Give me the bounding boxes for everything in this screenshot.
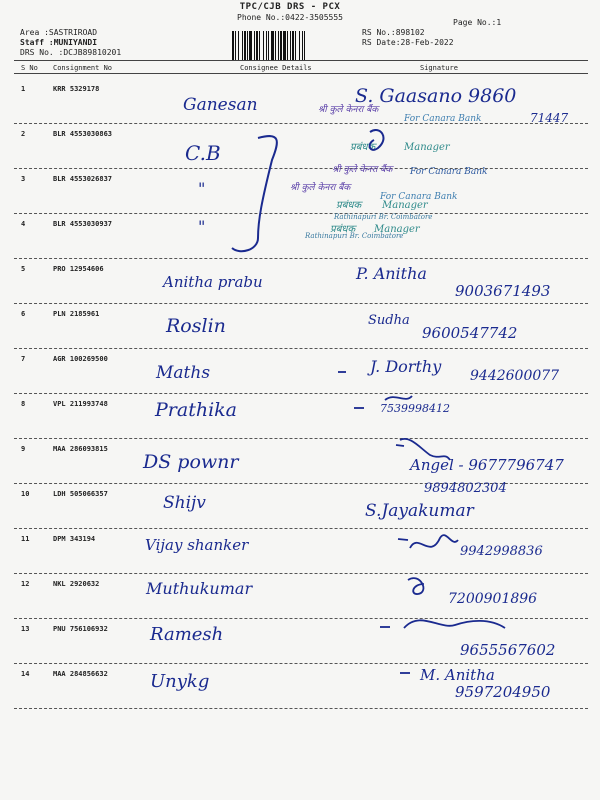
hw-brace-stroke [232,136,277,251]
row-sno: 7 [21,355,26,363]
barcode-bar [292,31,294,61]
barcode-bar [295,31,296,61]
barcode-bar [266,31,267,61]
barcode-bar [290,31,291,61]
row-sno: 12 [21,580,30,588]
barcode-bar [271,31,274,61]
barcode-bar [268,31,269,61]
row-consignment-no: BLR 4553026837 [53,175,113,183]
row-consignment-no: VPL 211993748 [53,400,108,408]
row-consignment-no: BLR 4553030937 [53,220,113,228]
row-separator [14,483,588,484]
row-consignment-no: PLN 2185961 [53,310,100,318]
phone-number: Phone No.:0422-3505555 [237,13,343,22]
hw-r14-sign: M. Anitha [420,666,495,684]
hw-r5-phone: 9003671493 [455,282,551,300]
row-separator [14,573,588,574]
barcode-bar [287,31,288,61]
barcode-bar [280,31,282,61]
row-separator [14,618,588,619]
barcode-bar [256,31,258,61]
hw-r3-name: " [198,179,206,198]
table-row [0,445,600,453]
stamp-manager-hi-1: प्रबंधक [350,142,376,153]
row-sno: 6 [21,310,26,318]
row-sno: 10 [21,490,30,498]
table-row [0,400,600,408]
stamp-for-bank-2: For Canara Bank [410,167,488,177]
row-consignment-no: MAA 284856632 [53,670,108,678]
barcode-bar [283,31,286,61]
table-row [0,220,600,228]
barcode-bar [275,31,276,61]
staff-label: Staff :MUNIYANDI [20,38,98,47]
header-right [362,28,454,48]
stamp-manager-1: Manager [404,142,450,153]
hw-r14-name: Unykg [150,671,210,692]
hw-r8-name: Prathika [155,399,237,421]
row-separator [14,213,588,214]
col-head-sno: S No [21,64,38,72]
hw-r13-name: Ramesh [150,624,224,645]
row-separator [14,708,588,709]
page-number: Page No.:1 [453,18,502,27]
header-rule-top [14,60,588,61]
row-consignment-no: AGR 100269500 [53,355,108,363]
hw-r7-sign: J. Dorthy [370,357,442,376]
hw-r11-phone: 9942998836 [460,544,543,559]
table-row [0,265,600,273]
hw-r5-sign: P. Anitha [356,264,427,283]
col-head-consignee: Consignee Details [240,64,312,72]
row-sno: 13 [21,625,30,633]
hw-r11-name: Vijay shanker [145,536,249,554]
row-separator [14,303,588,304]
hw-r10-name: Shijv [163,493,206,513]
row-consignment-no: LDH 505066357 [53,490,108,498]
table-row [0,310,600,318]
row-consignment-no: DPM 343194 [53,535,96,543]
header-center [200,2,380,22]
hw-r12-phone: 7200901896 [448,591,538,607]
stamp-bank-hindi-2: श्री कुले केनरा बैंक [332,165,393,175]
hw-r14-phone: 9597204950 [455,683,551,701]
row-consignment-no: MAA 286093815 [53,445,108,453]
hw-r10-sign: S.Jayakumar [365,501,474,521]
barcode-image [232,31,350,61]
stamp-bank-hindi-1: श्री कुले केनरा बैंक [318,105,379,115]
rs-number: RS No.:898102 [362,28,425,37]
table-row [0,490,600,498]
stamp-manager-2: Manager [382,200,428,211]
row-sno: 1 [21,85,26,93]
row-sno: 9 [21,445,26,453]
hw-r6-sign: Sudha [368,313,410,328]
row-separator [14,393,588,394]
barcode-bar [278,31,279,61]
barcode-bar [249,31,252,61]
stamp-for-bank-3: For Canara Bank [380,192,458,202]
stamp-manager-hi-3: प्रबंधक [330,224,356,235]
barcode-bar [299,31,300,61]
barcode-bar [235,31,236,61]
barcode-bar [259,31,260,61]
hw-r8-phone: 7539998412 [380,402,450,415]
document-title: TPC/CJB DRS - PCX [239,2,341,12]
row-separator [14,348,588,349]
hw-r9-sign: Angel - 9677796747 [410,456,564,474]
row-separator [14,663,588,664]
col-head-signature: Signature [420,64,458,72]
rs-date: RS Date:28-Feb-2022 [362,38,454,47]
hw-scribbles [385,396,505,628]
barcode-bar [302,31,303,61]
table-row [0,355,600,363]
stamp-manager-3: Manager [374,224,420,235]
hw-r9-name: DS pownr [143,451,239,473]
row-separator [14,123,588,124]
hw-r10-phone: 9894802304 [424,481,507,496]
hw-r1-phone: 71447 [530,111,569,125]
hw-r7-name: Maths [156,363,211,383]
row-separator [14,438,588,439]
drs-number: DRS No. :DCJB89810201 [20,48,122,57]
row-sno: 11 [21,535,30,543]
table-row [0,130,600,138]
hw-r6-phone: 9600547742 [422,324,518,342]
hw-loop-stroke [370,130,384,150]
table-row [0,535,600,543]
hw-dashes [338,372,410,673]
barcode-bar [304,31,305,61]
hw-r6-name: Roslin [166,315,226,337]
row-consignment-no: BLR 4553030863 [53,130,113,138]
hw-r1-sign: S. Gaasano 9860 [355,85,517,107]
row-sno: 4 [21,220,26,228]
table-row [0,175,600,183]
hw-r4-name: " [198,217,206,236]
row-consignment-no: PNU 756106932 [53,625,108,633]
row-separator [14,258,588,259]
row-separator [14,168,588,169]
hw-r5-name: Anitha prabu [163,273,263,291]
stamp-for-bank-1: For Canara Bank [404,114,482,124]
stamp-branch-1: Rathinapuri Br. Coimbatore [334,213,433,221]
row-consignment-no: KRR 5329178 [53,85,100,93]
row-sno: 5 [21,265,26,273]
row-sno: 14 [21,670,30,678]
hw-r13-phone: 9655567602 [460,641,556,659]
col-head-consignment: Consignment No [53,64,113,72]
hw-r2-name: C.B [185,141,221,165]
hw-r1-name: Ganesan [183,95,258,115]
row-consignment-no: PRO 12954606 [53,265,104,273]
header-left [20,28,121,58]
stamp-bank-hindi-3: श्री कुले केनरा बैंक [290,183,351,193]
barcode-bar [242,31,243,61]
hw-r12-name: Muthukumar [146,579,253,598]
barcode-bar [263,31,264,61]
barcode-bar [247,31,248,61]
stamp-manager-hi-2: प्रबंधक [336,200,362,211]
row-sno: 2 [21,130,26,138]
barcode-bar [244,31,246,61]
stamp-branch-2: Rathinapuri Br. Coimbatore [305,232,404,240]
table-row [0,85,600,93]
header-rule-bottom [14,73,588,74]
hw-r7-phone: 9442600077 [470,368,560,384]
row-sno: 3 [21,175,26,183]
area-label: Area :SASTRIROAD [20,28,98,37]
table-row [0,580,600,588]
table-row [0,670,600,678]
barcode-bar [232,31,234,61]
barcode-bar [254,31,255,61]
row-consignment-no: NKL 2920632 [53,580,100,588]
row-separator [14,528,588,529]
table-row [0,625,600,633]
barcode-bar [238,31,239,61]
row-sno: 8 [21,400,26,408]
